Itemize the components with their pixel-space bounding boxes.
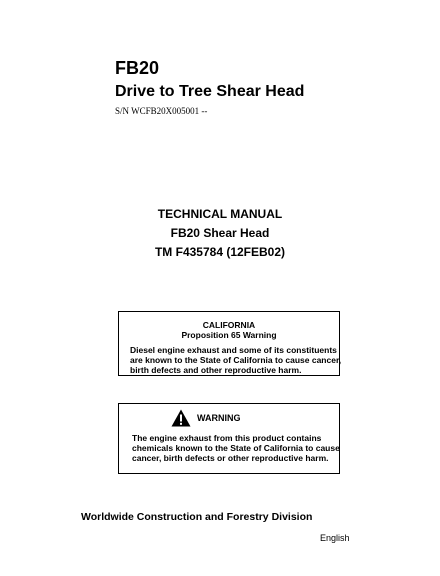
language-label: English — [320, 533, 350, 543]
manual-number: TM F435784 (12FEB02) — [154, 245, 286, 259]
warning-notice-text — [132, 433, 340, 463]
manual-name: FB20 Shear Head — [170, 226, 270, 240]
california-notice-title: CALIFORNIA — [202, 320, 256, 330]
serial-number: S/N WCFB20X005001 -- — [115, 106, 208, 116]
product-title: Drive to Tree Shear Head — [115, 83, 305, 100]
california-notice-box — [118, 311, 340, 376]
model-title: FB20 — [115, 58, 160, 78]
california-notice-line: are known to the State of California to cause cancer, — [130, 355, 342, 365]
warning-notice-line: The engine exhaust from this product contains — [132, 433, 322, 443]
california-notice-line: birth defects and other reproductive harm. — [130, 365, 302, 375]
warning-notice-line: cancer, birth defects or other reproductive harm. — [132, 453, 329, 463]
warning-triangle-icon — [171, 409, 191, 427]
california-notice-line: Diesel engine exhaust and some of its constituents — [130, 345, 337, 355]
warning-notice-box — [118, 403, 340, 474]
manual-type: TECHNICAL MANUAL — [157, 207, 283, 221]
division-name: Worldwide Construction and Forestry Division — [81, 511, 313, 523]
california-notice-heading — [119, 320, 339, 340]
california-notice-text — [130, 345, 342, 375]
warning-notice-line: chemicals known to the State of California to cause — [132, 443, 340, 453]
warning-notice-heading — [171, 409, 241, 427]
warning-label: WARNING — [197, 413, 241, 423]
california-notice-subtitle: Proposition 65 Warning — [181, 330, 277, 340]
